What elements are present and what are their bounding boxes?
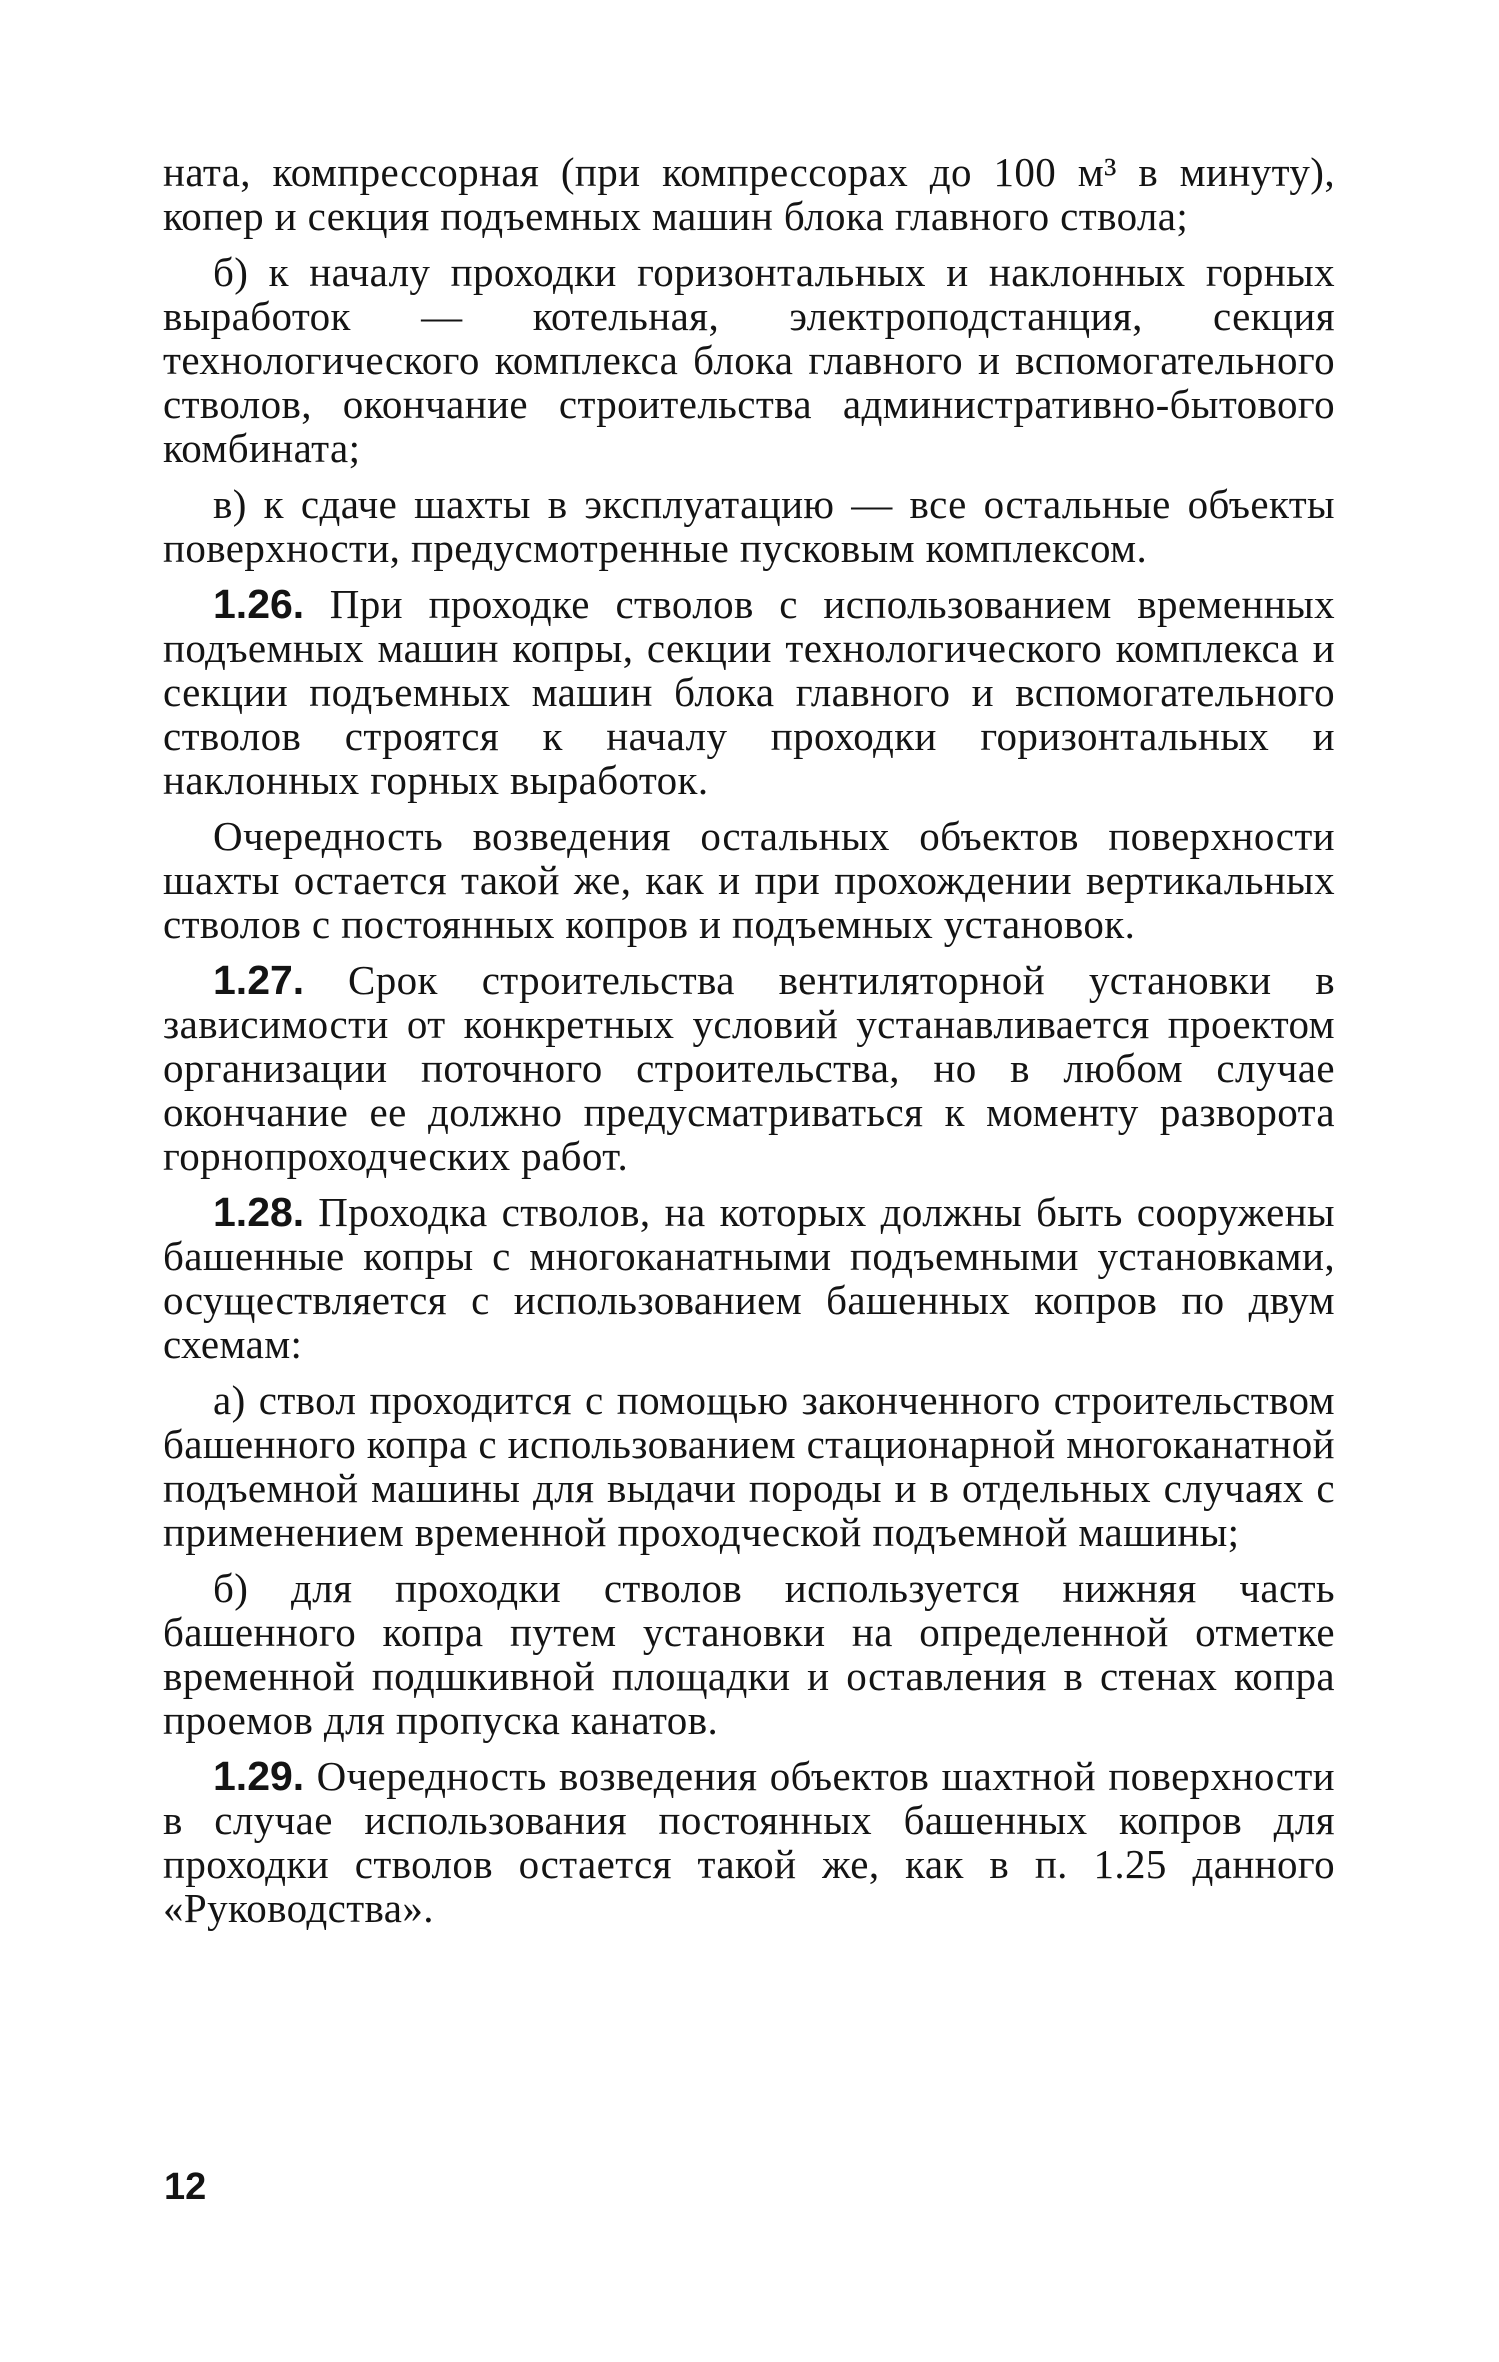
paragraph-text: в) к сдаче шахты в эксплуатацию — все остальные объекты поверхности, предусмотренные пусковым комплексом.: [163, 481, 1335, 571]
paragraph-item-a: [163, 1378, 1335, 1554]
section-1-27: [163, 958, 1335, 1178]
page-number: 12: [164, 2166, 207, 2208]
section-number: 1.27.: [213, 957, 305, 1003]
paragraph-order: [163, 814, 1335, 946]
paragraph-text: а) ствол проходится с помощью законченного строительством башенного копра с использованием стационарной многоканатной подъемной машины для выдачи породы и в отдельных случаях с применением временной проходческой подъемной машины;: [163, 1377, 1335, 1555]
section-number: 1.28.: [213, 1189, 305, 1235]
section-1-29: [163, 1754, 1335, 1930]
paragraph-item-b: [163, 250, 1335, 470]
paragraph-item-v: [163, 482, 1335, 570]
paragraph-text: Проходка стволов, на которых должны быть сооружены башенные копры с многоканатными подъемными установками, осуществляется с использованием башенных копров по двум схемам:: [163, 1189, 1335, 1367]
section-number: 1.26.: [213, 581, 305, 627]
paragraph-item-b2: [163, 1566, 1335, 1742]
section-1-26: [163, 582, 1335, 802]
paragraph-text: Очередность возведения объектов шахтной поверхности в случае использования постоянных башенных копров для проходки стволов остается такой же, как в п. 1.25 данного «Руководства».: [163, 1753, 1335, 1931]
paragraph-continuation: [163, 150, 1335, 238]
body-text: [163, 150, 1335, 1942]
paragraph-text: б) к началу проходки горизонтальных и наклонных горных выработок — котельная, электроподстанция, секция технологического комплекса блока главного и вспомогательного стволов, окончание строительства административно-бытового комбината;: [163, 249, 1335, 471]
paragraph-text: При проходке стволов с использованием временных подъемных машин копры, секции технологического комплекса и секции подъемных машин блока главного и вспомогательного стволов строятся к началу проходки горизонтальных и наклонных горных выработок.: [163, 581, 1336, 803]
section-1-28: [163, 1190, 1335, 1366]
paragraph-text: Срок строительства вентиляторной установки в зависимости от конкретных условий устанавливается проектом организации поточного строительства, но в любом случае окончание ее должно предусматриваться к моменту разворота горнопроходческих работ.: [163, 957, 1335, 1179]
paragraph-text: Очередность возведения остальных объектов поверхности шахты остается такой же, как и при прохождении вертикальных стволов с постоянных копров и подъемных установок.: [163, 813, 1335, 947]
paragraph-text: ната, компрессорная (при компрессорах до 100 м³ в минуту), копер и секция подъемных машин блока главного ствола;: [163, 149, 1335, 239]
section-number: 1.29.: [213, 1753, 305, 1799]
paragraph-text: б) для проходки стволов используется нижняя часть башенного копра путем установки на определенной отметке временной подшкивной площадки и оставления в стенах копра проемов для пропуска канатов.: [163, 1565, 1335, 1743]
